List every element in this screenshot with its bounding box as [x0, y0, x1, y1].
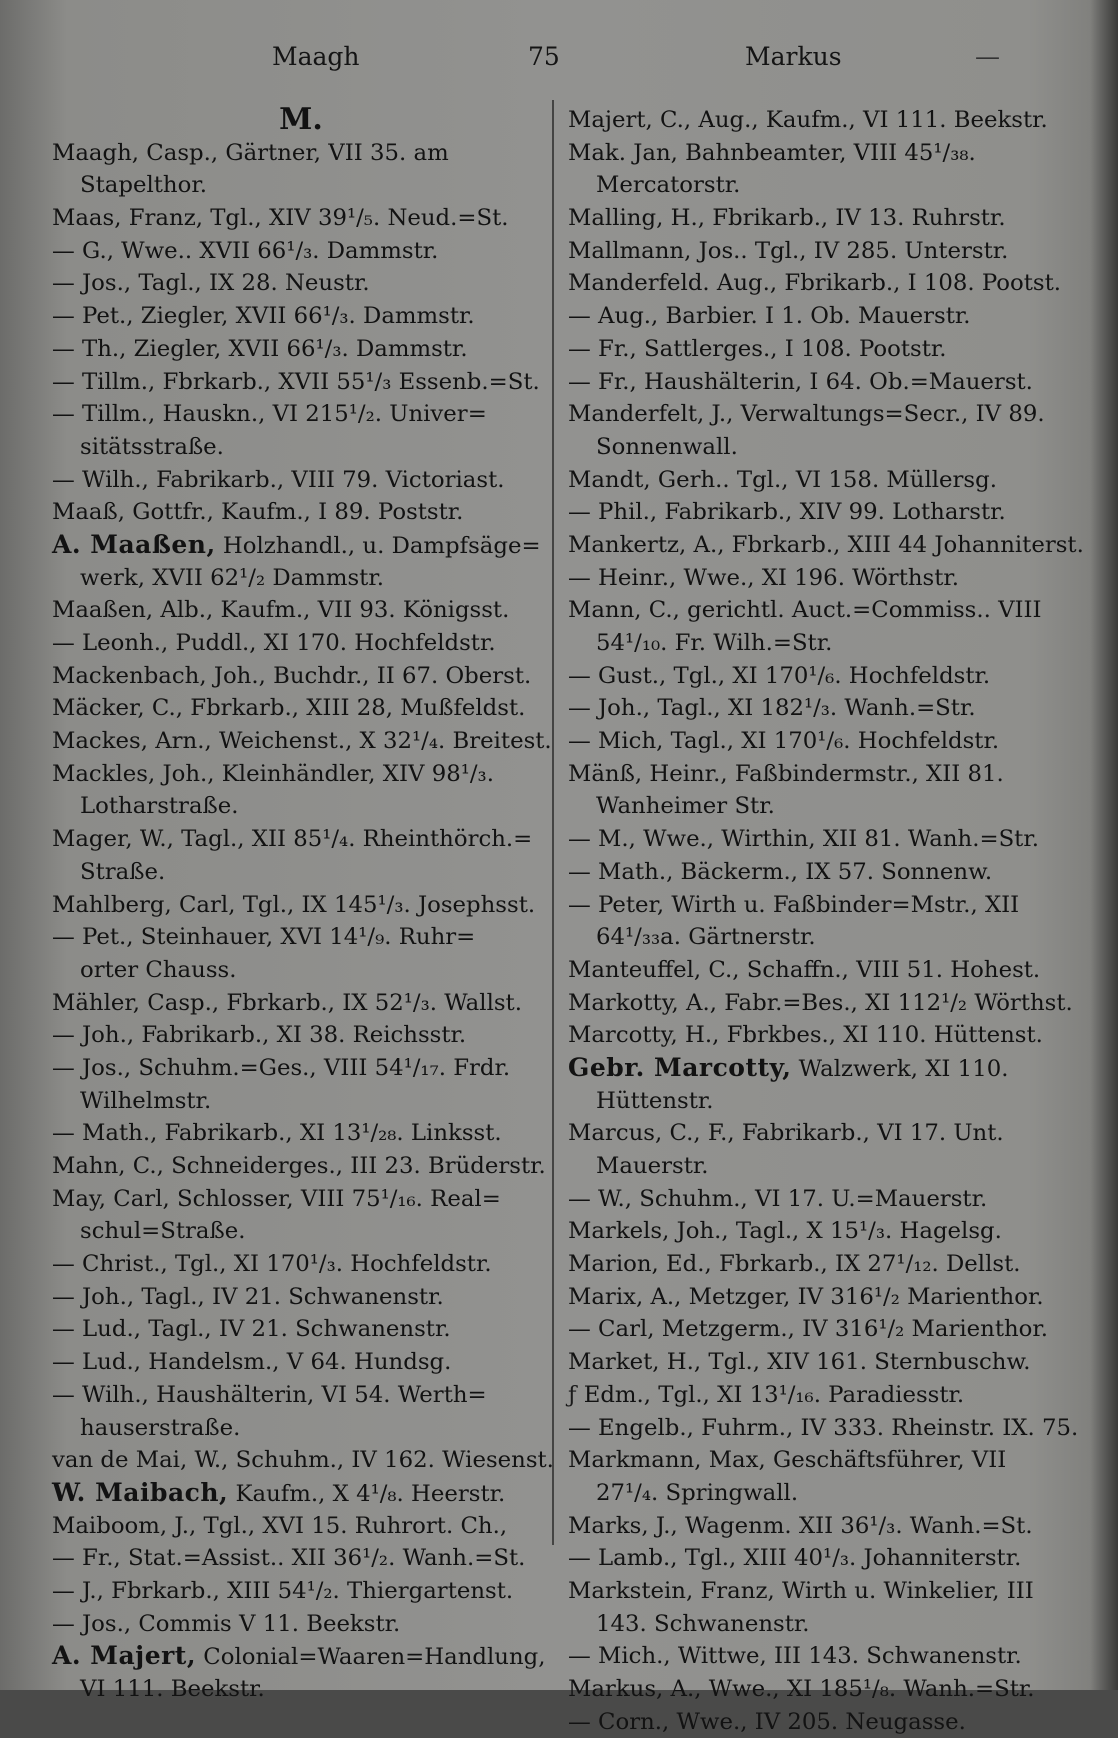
- entry-text: Colonial=Waaren=Handlung,: [196, 1644, 546, 1671]
- entry-text: — Mich., Wittwe, III 143. Schwanenstr.: [568, 1643, 1022, 1670]
- running-header: [0, 42, 1118, 82]
- directory-entry-line: [568, 529, 1084, 562]
- directory-entry-line: [568, 1640, 1068, 1673]
- directory-entry-line: [52, 300, 550, 333]
- entry-text: Mercatorstr.: [596, 172, 741, 199]
- directory-entry-line: [52, 137, 550, 170]
- directory-entry-line: [568, 1412, 1079, 1445]
- directory-entry-line: [568, 1542, 1068, 1575]
- entry-text: Sonnenwall.: [596, 433, 738, 460]
- directory-entry-line: [52, 464, 550, 497]
- directory-entry-line: [52, 1608, 550, 1641]
- directory-entry-line: [52, 987, 550, 1020]
- entry-text: Mankertz, A., Fbrkarb., XIII 44 Johanniterst.: [568, 531, 1084, 558]
- entry-text: — Jos., Schuhm.=Ges., VIII 54¹/₁₇. Frdr.: [52, 1054, 511, 1081]
- directory-entry-line: [52, 692, 550, 725]
- directory-entry-line: [568, 431, 1068, 464]
- entry-text: — Lud., Tagl., IV 21. Schwanenstr.: [52, 1316, 451, 1343]
- entry-text: — Math., Bäckerm., IX 57. Sonnenw.: [568, 858, 993, 885]
- entry-text: orter Chauss.: [80, 956, 237, 983]
- directory-entry-line: [52, 1019, 550, 1052]
- directory-entry-line: [568, 1117, 1068, 1150]
- header-last-entry: Markus: [745, 42, 842, 71]
- entry-text: Mähler, Casp., Fbrkarb., IX 52¹/₃. Wallst.: [52, 989, 522, 1016]
- directory-entry-line: [52, 1183, 550, 1216]
- directory-entry-line: [52, 954, 550, 987]
- directory-entry-line: [52, 594, 550, 627]
- directory-entry-line: [52, 1673, 550, 1706]
- directory-entry-line: [568, 660, 1068, 693]
- directory-entry-line: [568, 1281, 1068, 1314]
- directory-entry-line: [568, 1706, 1068, 1738]
- directory-entry-line: [568, 137, 1068, 170]
- entry-text: Hüttenstr.: [596, 1087, 714, 1114]
- entry-text: Lotharstraße.: [80, 793, 239, 820]
- directory-entry-line: [52, 202, 550, 235]
- entry-text: Maiboom, J., Tgl., XVI 15. Ruhrort. Ch.,: [52, 1512, 508, 1539]
- handwritten-mark: ƒ: [568, 1381, 584, 1408]
- directory-entry-line: [568, 1346, 1068, 1379]
- entry-text: — Joh., Tagl., XI 182¹/₃. Wanh.=Str.: [568, 695, 976, 722]
- left-column: [52, 102, 554, 1706]
- entry-text: Wilhelmstr.: [80, 1087, 212, 1114]
- entry-text: — Pet., Steinhauer, XVI 14¹/₉. Ruhr=: [52, 924, 476, 951]
- directory-entry-line: [52, 1313, 550, 1346]
- entry-text: — Tillm., Hauskn., VI 215¹/₂. Univer=: [52, 401, 487, 428]
- entry-text: — Pet., Ziegler, XVII 66¹/₃. Dammstr.: [52, 303, 475, 330]
- entry-text: — Jos., Commis V 11. Beekstr.: [52, 1610, 401, 1637]
- entry-text: werk, XVII 62¹/₂ Dammstr.: [80, 564, 384, 591]
- entry-text: 27¹/₄. Springwall.: [596, 1479, 799, 1506]
- entry-text: — Christ., Tgl., XI 170¹/₃. Hochfeldstr.: [52, 1251, 492, 1278]
- directory-entry-line: [52, 1281, 550, 1314]
- entry-text: Marcotty, H., Fbrkbes., XI 110. Hüttenst.: [568, 1022, 1043, 1049]
- directory-entry-line: [568, 1575, 1068, 1608]
- directory-entry-line: [52, 725, 550, 758]
- entry-text: Mackles, Joh., Kleinhändler, XIV 98¹/₃.: [52, 760, 494, 787]
- directory-entry-line: [52, 1412, 550, 1445]
- entry-text: Mager, W., Tagl., XII 85¹/₄. Rheinthörch.=: [52, 826, 533, 853]
- directory-entry-line: [568, 398, 1068, 431]
- entry-text: Majert, C., Aug., Kaufm., VI 111. Beekstr.: [568, 107, 1048, 133]
- entry-text: Maagh, Casp., Gärtner, VII 35. am: [52, 139, 449, 166]
- directory-entry-line: [568, 1052, 1068, 1085]
- directory-entry-line: [568, 627, 1068, 660]
- directory-entry-line: [568, 1444, 1068, 1477]
- directory-entry-line: [568, 758, 1068, 791]
- entry-text: Market, H., Tgl., XIV 161. Sternbuschw.: [568, 1349, 1031, 1376]
- entry-text: Markotty, A., Fabr.=Bes., XI 112¹/₂ Wörthst.: [568, 989, 1073, 1016]
- directory-entry-line: [52, 1248, 550, 1281]
- directory-entry-line: [52, 1150, 550, 1183]
- entry-text: — J., Fbrkarb., XIII 54¹/₂. Thiergartenst.: [52, 1577, 514, 1604]
- directory-entry-line: [568, 823, 1068, 856]
- directory-entry-line: [568, 496, 1068, 529]
- entry-text: Kaufm., X 4¹/₈. Heerstr.: [228, 1480, 506, 1507]
- section-letter: [52, 104, 550, 137]
- entry-text: Mandt, Gerh.. Tgl., VI 158. Müllersg.: [568, 466, 997, 493]
- entry-text: Marcus, C., F., Fabrikarb., VI 17. Unt.: [568, 1120, 1004, 1147]
- directory-entry-line: [568, 1510, 1068, 1543]
- right-column: [568, 104, 1084, 1738]
- entry-text: — Carl, Metzgerm., IV 316¹/₂ Marienthor.: [568, 1316, 1049, 1343]
- entry-text: — Tillm., Fbrkarb., XVII 55¹/₃ Essenb.=St.: [52, 368, 540, 395]
- entry-text: VI 111. Beekstr.: [80, 1676, 265, 1702]
- entry-text: Mahn, C., Schneiderges., III 23. Brüderstr.: [52, 1153, 546, 1179]
- entry-text: Maaßen, Alb., Kaufm., VII 93. Königsst.: [52, 597, 510, 624]
- directory-entry-line: [52, 1640, 550, 1673]
- entry-text: sitätsstraße.: [80, 433, 224, 460]
- directory-entry-line: [52, 267, 550, 300]
- business-name: A. Majert,: [52, 1641, 197, 1671]
- directory-entry-line: [568, 464, 1068, 497]
- directory-entry-line: [52, 1117, 550, 1150]
- directory-entry-line: [52, 790, 550, 823]
- entry-text: — Leonh., Puddl., XI 170. Hochfeldstr.: [52, 630, 496, 656]
- directory-entry-line: [568, 169, 1068, 202]
- directory-entry-line: [52, 1052, 550, 1085]
- directory-entry-line: [568, 987, 1073, 1020]
- entry-text: Mäcker, C., Fbrkarb., XIII 28, Mußfeldst.: [52, 695, 526, 722]
- directory-entry-line: [52, 431, 550, 464]
- entry-text: Malling, H., Fbrikarb., IV 13. Ruhrstr.: [568, 205, 1006, 232]
- entry-text: — Fr., Stat.=Assist.. XII 36¹/₂. Wanh.=St.: [52, 1545, 526, 1572]
- directory-entry-line: [52, 496, 550, 529]
- entry-text: Stapelthor.: [80, 172, 207, 199]
- entry-text: Wanheimer Str.: [596, 793, 775, 820]
- directory-entry-line: [568, 1183, 1068, 1216]
- entry-text: Mallmann, Jos.. Tgl., IV 285. Unterstr.: [568, 237, 1009, 264]
- directory-entry-line: [52, 921, 550, 954]
- entry-text: — Lud., Handelsm., V 64. Hundsg.: [52, 1349, 452, 1376]
- directory-entry-line: [568, 333, 1068, 366]
- entry-text: Maaß, Gottfr., Kaufm., I 89. Poststr.: [52, 499, 464, 526]
- header-first-entry: Maagh: [272, 42, 360, 71]
- entry-text: — Fr., Haushälterin, I 64. Ob.=Mauerst.: [568, 368, 1033, 395]
- entry-text: — Th., Ziegler, XVII 66¹/₃. Dammstr.: [52, 335, 468, 362]
- entry-text: schul=Straße.: [80, 1218, 246, 1245]
- entry-text: Markstein, Franz, Wirth u. Winkelier, III: [568, 1577, 1034, 1604]
- entry-text: M.: [279, 102, 323, 137]
- directory-entry-line: [568, 235, 1068, 268]
- directory-entry-line: [568, 692, 1068, 725]
- directory-entry-line: [568, 1673, 1068, 1706]
- entry-text: — W., Schuhm., VI 17. U.=Mauerstr.: [568, 1185, 988, 1212]
- directory-entry-line: [568, 366, 1068, 399]
- directory-entry-line: [568, 1215, 1068, 1248]
- entry-text: Mahlberg, Carl, Tgl., IX 145¹/₃. Josephsst.: [52, 891, 536, 918]
- entry-text: Mackenbach, Joh., Buchdr., II 67. Oberst.: [52, 662, 532, 689]
- page-number: 75: [528, 42, 560, 71]
- entry-text: Maas, Franz, Tgl., XIV 39¹/₅. Neud.=St.: [52, 205, 509, 232]
- entry-text: Edm., Tgl., XI 13¹/₁₆. Paradiesstr.: [583, 1381, 965, 1408]
- entry-text: — Lamb., Tgl., XIII 40¹/₃. Johanniterstr.: [568, 1545, 1022, 1572]
- directory-entry-line: [568, 104, 1068, 137]
- entry-text: — Joh., Tagl., IV 21. Schwanenstr.: [52, 1283, 444, 1310]
- directory-entry-line: [52, 1379, 550, 1412]
- entry-text: Marks, J., Wagenm. XII 36¹/₃. Wanh.=St.: [568, 1512, 1033, 1539]
- entry-text: — Wilh., Fabrikarb., VIII 79. Victoriast.: [52, 466, 505, 493]
- directory-entry-line: [52, 627, 550, 660]
- directory-entry-line: [568, 889, 1068, 922]
- entry-text: Mackes, Arn., Weichenst., X 32¹/₄. Breitest.: [52, 728, 552, 755]
- directory-entry-line: [568, 267, 1068, 300]
- entry-text: 54¹/₁₀. Fr. Wilh.=Str.: [596, 630, 833, 656]
- directory-entry-line: [52, 1085, 550, 1118]
- entry-text: Manderfeld. Aug., Fbrikarb., I 108. Pootst.: [568, 270, 1062, 297]
- entry-text: van de Mai, W., Schuhm., IV 162. Wiesenst.: [52, 1447, 554, 1474]
- entry-text: — Corn., Wwe., IV 205. Neugasse.: [568, 1708, 966, 1735]
- directory-entry-line: [568, 1150, 1068, 1183]
- directory-entry-line: [568, 1019, 1068, 1052]
- entry-text: — Math., Fabrikarb., XI 13¹/₂₈. Linksst.: [52, 1120, 502, 1147]
- directory-entry-line: [568, 1085, 1068, 1118]
- directory-entry-line: [568, 954, 1068, 987]
- business-name: Gebr. Marcotty,: [568, 1052, 792, 1082]
- directory-entry-line: [568, 202, 1068, 235]
- business-name: A. Maaßen,: [52, 529, 216, 559]
- entry-text: — Joh., Fabrikarb., XI 38. Reichsstr.: [52, 1022, 467, 1049]
- entry-text: — Heinr., Wwe., XI 196. Wörthstr.: [568, 564, 960, 591]
- directory-entry-line: [568, 300, 1068, 333]
- directory-entry-line: [52, 1346, 550, 1379]
- entry-text: Markels, Joh., Tagl., X 15¹/₃. Hagelsg.: [568, 1218, 1002, 1245]
- directory-entry-line: [568, 725, 1068, 758]
- directory-entry-line: [52, 235, 550, 268]
- entry-text: Holzhandl., u. Dampfsäge=: [215, 532, 541, 559]
- directory-entry-line: [568, 1248, 1068, 1281]
- directory-entry-line: [52, 1510, 550, 1543]
- entry-text: — G., Wwe.. XVII 66¹/₃. Dammstr.: [52, 237, 439, 264]
- entry-text: Mänß, Heinr., Faßbindermstr., XII 81.: [568, 760, 1004, 787]
- directory-entry-line: [52, 823, 550, 856]
- directory-entry-line: [52, 1575, 550, 1608]
- entry-text: — Phil., Fabrikarb., XIV 99. Lotharstr.: [568, 499, 1006, 526]
- directory-entry-line: [52, 889, 550, 922]
- entry-text: Manteuffel, C., Schaffn., VIII 51. Hohest.: [568, 956, 1041, 983]
- entry-text: — Fr., Sattlerges., I 108. Pootstr.: [568, 335, 947, 362]
- header-dash-mark: —: [975, 42, 1000, 71]
- directory-entry-line: [568, 1313, 1068, 1346]
- entry-text: — Mich, Tagl., XI 170¹/₆. Hochfeldstr.: [568, 728, 1000, 755]
- directory-entry-line: [568, 921, 1068, 954]
- entry-text: hauserstraße.: [80, 1414, 241, 1441]
- column-divider: [552, 100, 554, 1545]
- entry-text: 64¹/₃₃a. Gärtnerstr.: [596, 924, 816, 951]
- directory-entry-line: [568, 1477, 1068, 1510]
- directory-entry-line: [52, 1477, 550, 1510]
- directory-entry-line: [568, 856, 1068, 889]
- directory-entry-line: [568, 594, 1068, 627]
- entry-text: Marion, Ed., Fbrkarb., IX 27¹/₁₂. Dellst.: [568, 1251, 1021, 1278]
- directory-entry-line: [52, 333, 550, 366]
- directory-entry-line: [52, 1215, 550, 1248]
- directory-entry-line: [568, 790, 1068, 823]
- entry-text: — Aug., Barbier. I 1. Ob. Mauerstr.: [568, 303, 971, 330]
- directory-entry-line: [52, 366, 550, 399]
- entry-text: Mauerstr.: [596, 1153, 709, 1179]
- directory-entry-line: [52, 758, 550, 791]
- directory-entry-line: [52, 169, 550, 202]
- directory-entry-line: [52, 562, 550, 595]
- directory-entry-line: [52, 660, 550, 693]
- directory-entry-line: [568, 1608, 1068, 1641]
- entry-text: — M., Wwe., Wirthin, XII 81. Wanh.=Str.: [568, 826, 1039, 853]
- entry-text: Marix, A., Metzger, IV 316¹/₂ Marienthor.: [568, 1283, 1044, 1310]
- entry-text: — Gust., Tgl., XI 170¹/₆. Hochfeldstr.: [568, 662, 991, 689]
- business-name: W. Maibach,: [52, 1477, 229, 1507]
- directory-entry-line: [568, 1379, 1068, 1412]
- entry-text: Walzwerk, XI 110.: [791, 1055, 1009, 1082]
- entry-text: Markus, A., Wwe., XI 185¹/₈. Wanh.=Str.: [568, 1676, 1035, 1702]
- entry-text: — Wilh., Haushälterin, VI 54. Werth=: [52, 1381, 487, 1408]
- entry-text: — Engelb., Fuhrm., IV 333. Rheinstr. IX. 75.: [568, 1414, 1079, 1441]
- entry-text: Straße.: [80, 858, 166, 885]
- entry-text: Markmann, Max, Geschäftsführer, VII: [568, 1447, 1007, 1474]
- entry-text: — Jos., Tagl., IX 28. Neustr.: [52, 270, 370, 297]
- entry-text: Mann, C., gerichtl. Auct.=Commiss.. VIII: [568, 597, 1042, 624]
- directory-entry-line: [52, 1444, 554, 1477]
- entry-text: Manderfelt, J., Verwaltungs=Secr., IV 89.: [568, 401, 1045, 428]
- directory-entry-line: [568, 562, 1068, 595]
- entry-text: May, Carl, Schlosser, VIII 75¹/₁₆. Real=: [52, 1185, 501, 1212]
- directory-entry-line: [52, 398, 550, 431]
- directory-entry-line: [52, 856, 550, 889]
- entry-text: — Peter, Wirth u. Faßbinder=Mstr., XII: [568, 891, 1020, 918]
- entry-text: 143. Schwanenstr.: [596, 1610, 810, 1637]
- entry-text: Mak. Jan, Bahnbeamter, VIII 45¹/₃₈.: [568, 139, 976, 166]
- directory-entry-line: [52, 1542, 550, 1575]
- directory-entry-line: [52, 529, 550, 562]
